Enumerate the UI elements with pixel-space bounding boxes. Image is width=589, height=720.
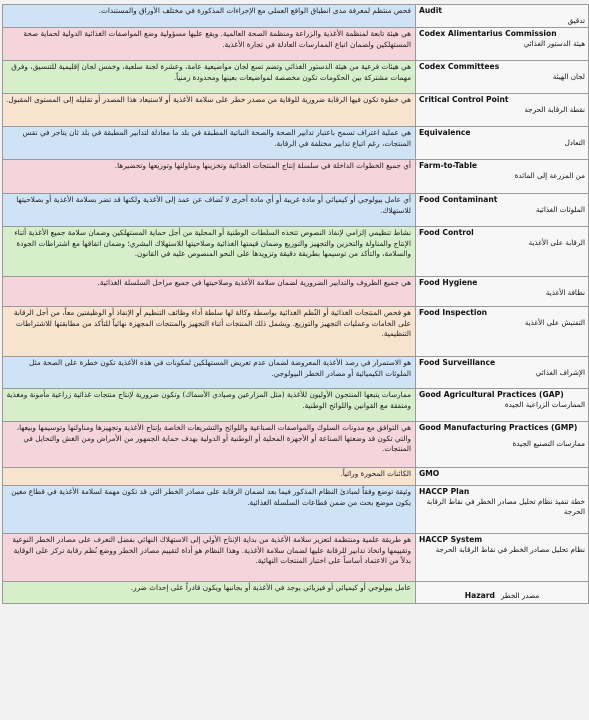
term-arabic: التعادل [564,138,585,148]
definition-cell: أي عامل بيولوجي أو كيميائي أو مادة غريبة أو أي مادة أخرى لا تُضاف عن عمد إلى الأغذية ولكنها قد تضر بسلامة الأغذية أو بصلاحيتها للاستهلاك. [3,193,416,226]
term-english: Critical Control Point [419,94,509,104]
term-english: Food Inspection [419,307,488,317]
definition-cell: الكائنات المحورة وراثياً. [3,467,416,485]
definition-cell: هي خطوة تكون فيها الرقابة ضرورية للوقاية من مصدر خطر على سلامة الأغذية أو لاستبعاد هذا المصدر أو تقليله إلى المستوى المقبول. [3,93,416,126]
term-cell [416,306,589,356]
term-cell [416,581,589,603]
definition-cell: هي التوافق مع مدونات السلوك والمواصفات الصناعية واللوائح والتشريعات الخاصة بإنتاج الأغذية وتجهيزها ومناولتها وتوسيمها وبيعها، والتي تكون قد وضعتها الصناعة أو الأجهزة المحلية أو الوطنية أو الدولية بهدف حماية الجمهور من الأمراض ومن الغش والتحايل في المنتجات. [3,421,416,467]
glossary-row [3,388,589,421]
term-cell [416,388,589,421]
definition-cell: نشاط تنظيمي إلزامي لإنفاذ النصوص تتخذه السلطات الوطنية أو المحلية من أجل حماية المستهلكين وضمان سلامة جميع الأغذية أثناء الإنتاج والمناولة والتخزين والتجهيز والتوزيع وضمان قيمتها الغذائية وصلاحيتها للاستهلاك البشري؛ وضمان اتفاقها مع اشتراطات الجودة والسلامة، والتأكد من توسيمها بطريقة دقيقة وتزويدها على النحو المنصوص عليه في القانون. [3,226,416,276]
glossary-table [2,4,589,604]
definition-cell: هي عملية اعتراف تسمح باعتبار تدابير الصحة والصحة النباتية المطبقة في بلد ما معادلة لتدابير المطبقة في بلد ثان يتاجر في نفس المنتجات، رغم اتباع تدابير مختلفة في الرقابة. [3,126,416,159]
term-arabic: الرقابة على الأغذية [528,238,585,248]
term-arabic: لجان الهيئة [552,72,585,82]
glossary-row [3,467,589,485]
term-cell [416,93,589,126]
term-arabic: مصدر الخطر [500,590,540,600]
definition-cell: وثيقة توضع وفقاً لمبادئ النظام المذكور فيما بعد لضمان الرقابة على مصادر الخطر التي قد تكون مهمة لسلامة الأغذية في قطاع معين يكون موضع بحث من ضمن قطاعات السلسلة الغذائية. [3,485,416,533]
glossary-row [3,356,589,388]
term-arabic: من المزرعة إلى المائدة [514,171,585,181]
definition-cell: عامل بيولوجي أو كيميائي أو فيزيائي يوجد في الأغذية أو بجانبها ويكون قادراً على إحداث ضرر. [3,581,416,603]
term-cell [416,485,589,533]
definition-cell: أي جميع الخطوات الداخلة في سلسلة إنتاج المنتجات الغذائية وتخزينها ومناولتها وتوزيعها وتحضيرها. [3,159,416,193]
term-english: Hazard [464,590,495,600]
term-cell [416,126,589,159]
term-arabic: الملوثات الغذائية [535,205,585,215]
term-english: GMO [419,468,440,478]
term-cell [416,356,589,388]
term-cell [416,60,589,93]
term-english: HACCP Plan [419,486,470,496]
term-cell [416,421,589,467]
glossary-row [3,421,589,467]
term-arabic: نظافة الأغذية [545,288,585,298]
term-english: Food Surveillance [419,357,496,367]
glossary-row [3,159,589,193]
term-arabic: هيئة الدستور الغذائي [523,39,585,49]
term-cell [416,226,589,276]
term-cell [416,533,589,581]
term-english: HACCP System [419,534,483,544]
term-english: Food Control [419,227,474,237]
term-arabic: خطة تنفيذ نظام تحليل مصادر الخطر في نقاط الرقابة الحرجة [426,497,585,516]
glossary-row [3,27,589,60]
glossary-row [3,126,589,159]
term-arabic: نظام تحليل مصادر الخطر في نقاط الرقابة الحرجة [435,545,585,555]
term-arabic: نقطة الرقابة الحرجة [524,105,585,115]
term-cell [416,467,589,485]
term-cell [416,276,589,306]
term-english: Food Hygiene [419,277,478,287]
term-arabic: ممارسات التصنيع الجيدة [512,439,585,449]
glossary-row [3,193,589,226]
definition-cell: ممارسات يتبعها المنتجون الأوليون للأغذية (مثل المزارعين وصيادي الأسماك) وتكون ضرورية لإنتاج منتجات غذائية زراعية مأمونة ومغذية ومتفقة مع القوانين واللوائح الوطنية. [3,388,416,421]
definition-cell: هو طريقة علمية ومنتظمة لتعزيز سلامة الأغذية من بداية الإنتاج الأولي إلى الاستهلاك النهائي بفضل التعرف على مصادر الخطر النوعية وتقييمها واتخاذ تدابير للرقابة عليها لضمان سلامة الأغذية. وهذا النظام هو أداة لتقييم مصادر الخطر ووضع نُظم رقابة تركز على الوقاية بدلاً من الاعتماد أساساً على اختبار المنتجات النهائية. [3,533,416,581]
term-english: Equivalence [419,127,471,137]
term-cell [416,193,589,226]
glossary-row [3,93,589,126]
glossary-row [3,533,589,581]
term-arabic: التفتيش على الأغذية [524,318,585,328]
glossary-row [3,226,589,276]
term-arabic: الإشراف الغذائي [535,368,585,378]
definition-cell: هو فحص المنتجات الغذائية أو النُظم الغذائية بواسطة وكالة لها سلطة أداء وظائف التنظيم أو الإنفاذ أو الوظيفتين معاً، من أجل الرقابة على الخامات وعمليات التجهيز والتوزيع. ويشمل ذلك المنتجات أثناء التجهيز والمنتجات المجهزة نهائياً للتأكد من مطابقتها للاشتراطات التنظيمية. [3,306,416,356]
term-arabic: الممارسات الزراعية الجيدة [504,400,585,410]
term-english: Codex Committees [419,61,500,71]
glossary-row [3,581,589,603]
definition-cell: هي هيئات فرعية من هيئة الدستور الغذائي وتضم تسع لجان مواضيعية عامة، وعشرة لجنة سلعية، وخمس لجان إقليمية للتنسيق، وفرق مهمات مشتركة بين الحكومات تكون مخصصة لمواضيعات بعينها ومحدودة زمنياً. [3,60,416,93]
glossary-row [3,5,589,28]
term-english: Farm-to-Table [419,160,478,170]
glossary-row [3,306,589,356]
term-english: Good Agricultural Practices (GAP) [419,389,564,399]
term-english: Codex Alimentarius Commission [419,28,557,38]
term-english: Food Contaminant [419,194,498,204]
term-cell [416,159,589,193]
term-cell [416,5,589,28]
term-english: Audit [419,6,442,15]
term-cell [416,27,589,60]
definition-cell: هي هيئة تابعة لمنظمة الأغذية والزراعة ومنظمة الصحة العالمية. ويقع عليها مسؤولية وضع المواصفات الغذائية الدولية لحماية صحة المستهلكين ولضمان اتباع الممارسات العادلة في تجارة الأغذية. [3,27,416,60]
definition-cell: فحص منتظم لمعرفة مدى انطباق الواقع العملي مع الإجراءات المذكورة في مختلف الأوراق والمستندات. [3,5,416,28]
definition-cell: هو الاستمرار في رصد الأغذية المعروضة لضمان عدم تعريض المستهلكين لمكونات في هذه الأغذية تكون خطرة على الصحة مثل الملوثات الكيميائية أو مصادر الخطر البيولوجي. [3,356,416,388]
glossary-row [3,485,589,533]
glossary-row [3,60,589,93]
glossary-row [3,276,589,306]
definition-cell: هي جميع الظروف والتدابير الضرورية لضمان سلامة الأغذية وصلاحيتها في جميع مراحل السلسلة الغذائية. [3,276,416,306]
term-arabic: تدقيق [567,16,585,26]
term-english: Good Manufacturing Practices (GMP) [419,422,578,432]
